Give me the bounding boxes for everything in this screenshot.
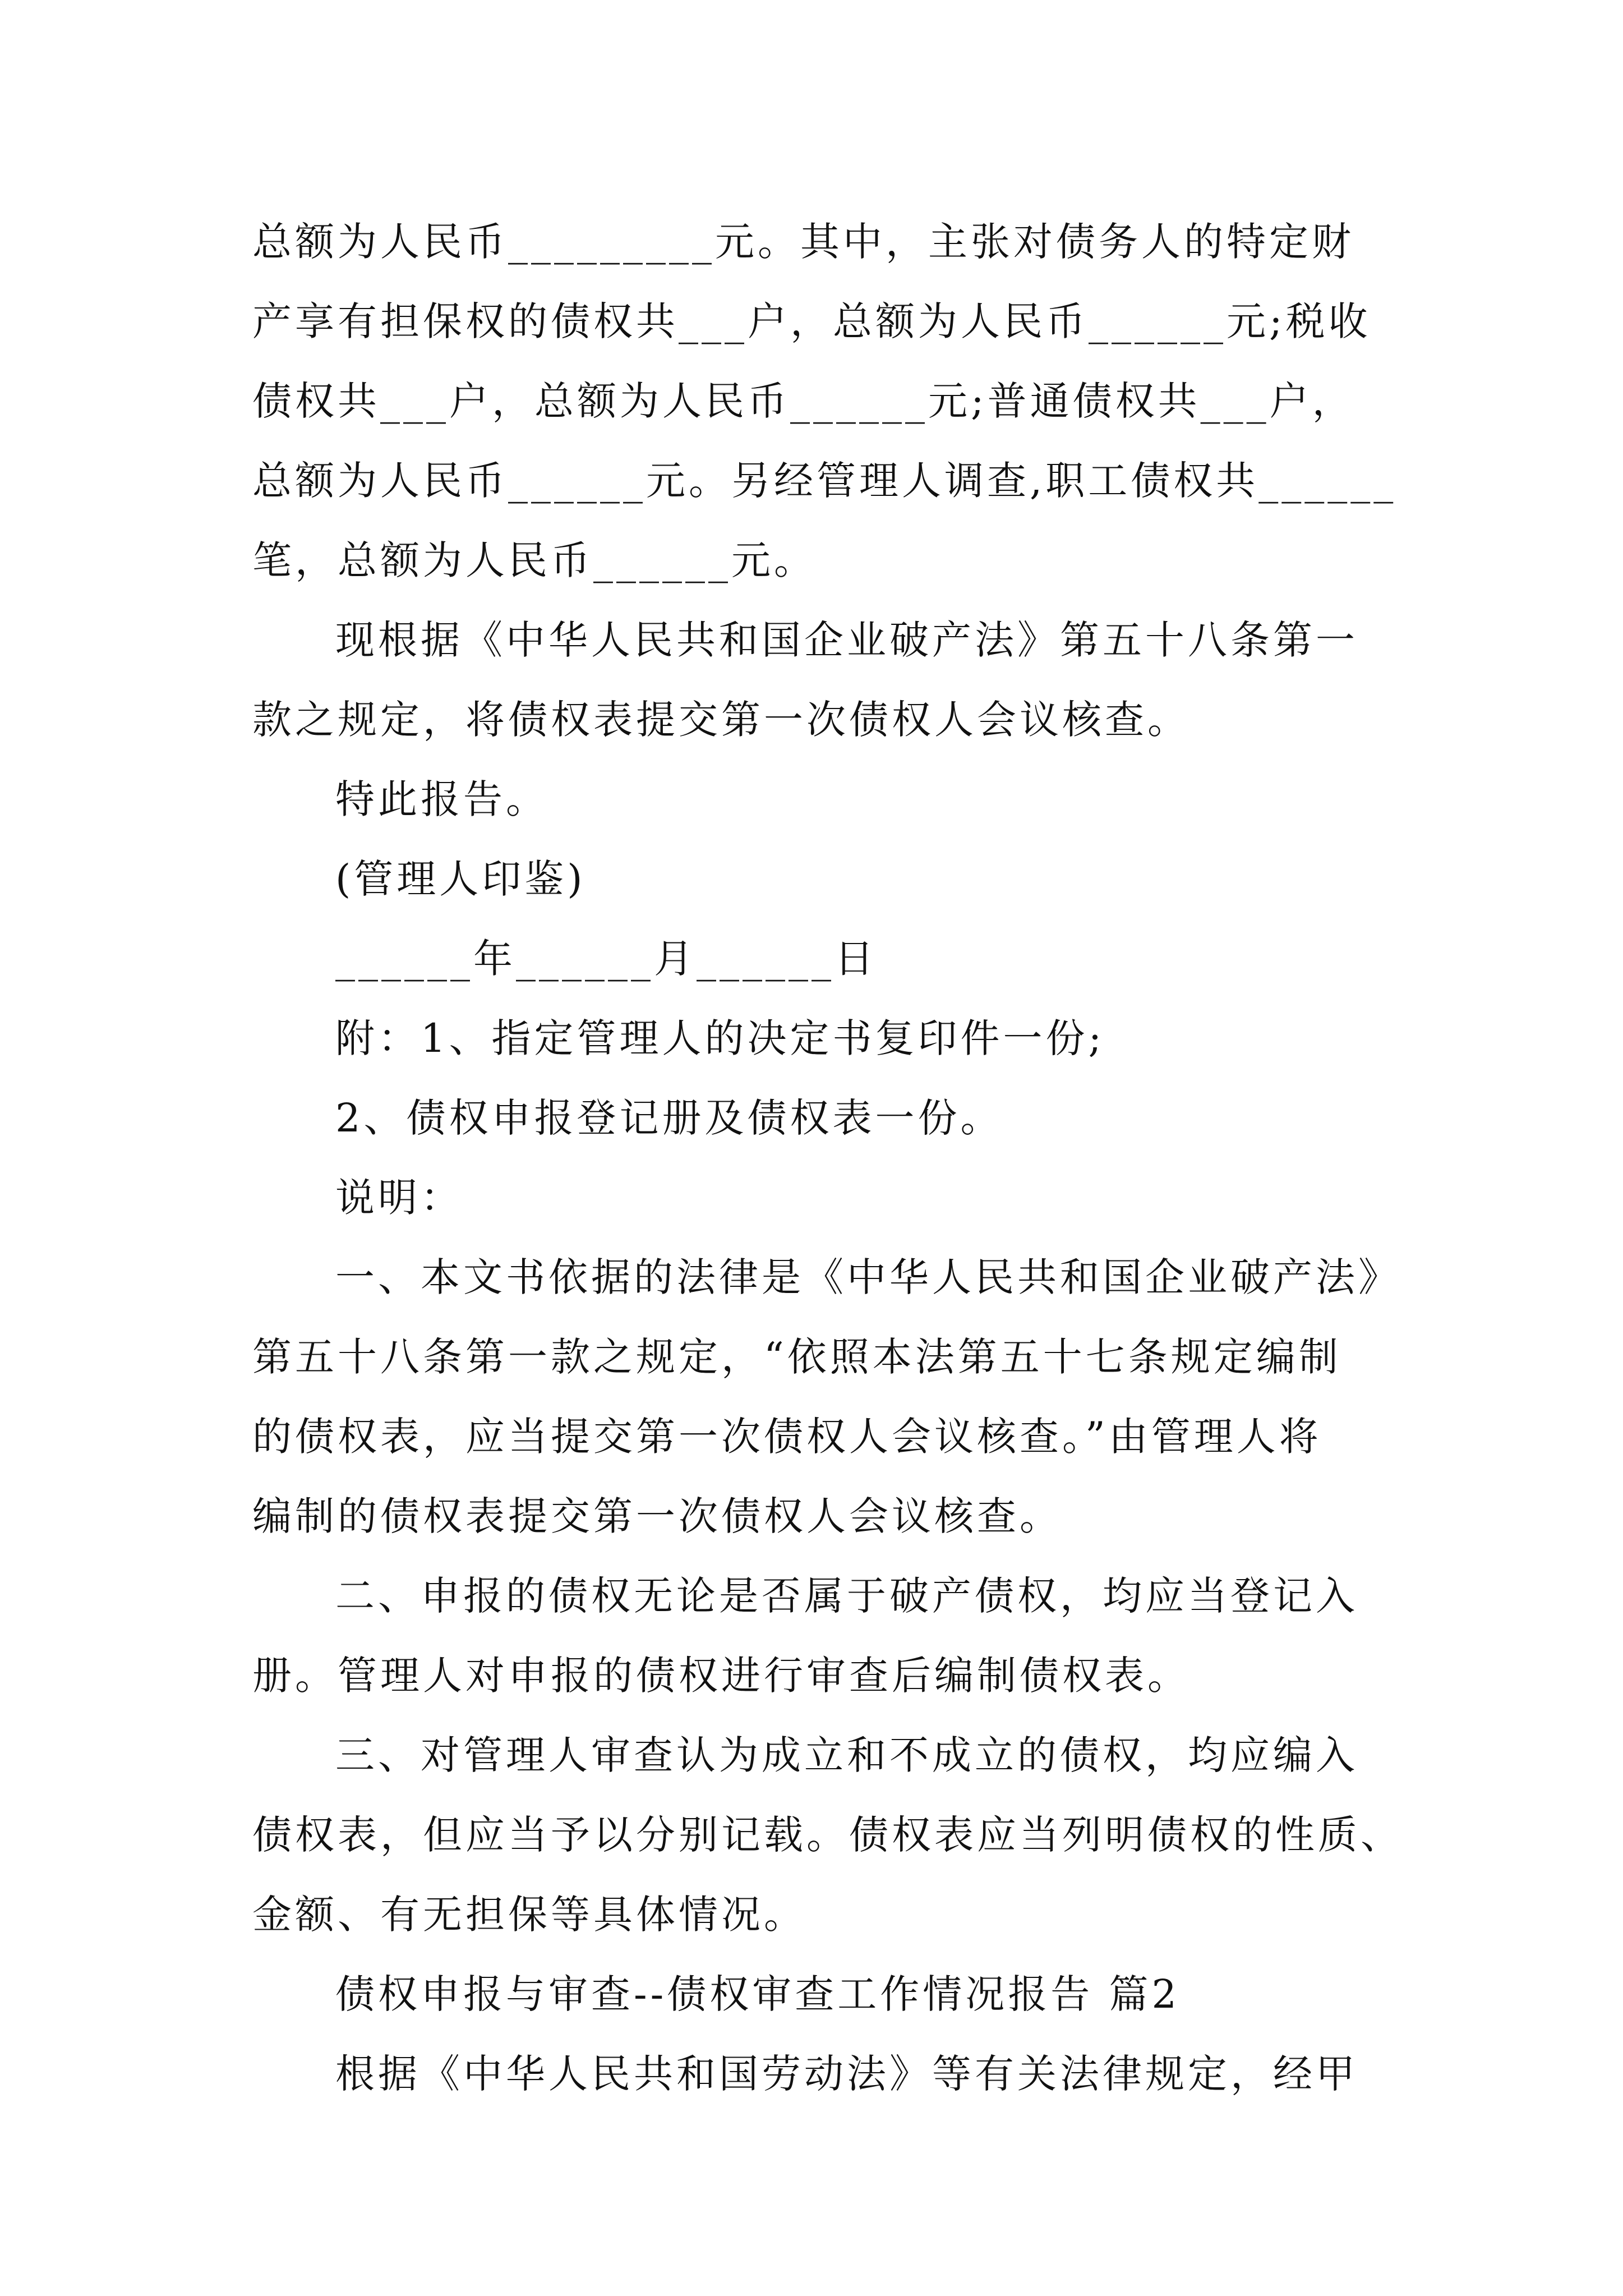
text-line: 附：1、指定管理人的决定书复印件一份;: [335, 1015, 1105, 1061]
text-line: 债权共___户，总额为人民币______元;普通债权共___户，: [252, 378, 1355, 424]
text-line: (管理人印鉴): [335, 856, 586, 902]
text-line: 产享有担保权的债权共___户，总额为人民币______元;税收: [252, 298, 1371, 344]
document-body: [252, 202, 1403, 2114]
text-line: 笔，总额为人民币______元。: [252, 537, 817, 583]
text-line: 二、申报的债权无论是否属于破产债权，均应当登记入: [335, 1573, 1358, 1619]
section-heading: 债权申报与审查--债权审查工作情况报告 篇2: [335, 1971, 1181, 2017]
text-line: 的债权表，应当提交第一次债权人会议核查。”由管理人将: [252, 1414, 1322, 1460]
text-line: 三、对管理人审查认为成立和不成立的债权，均应编入: [335, 1732, 1358, 1778]
text-line: 说明：: [335, 1175, 463, 1221]
text-line: 2、债权申报登记册及债权表一份。: [335, 1095, 1003, 1141]
text-line: 册。管理人对申报的债权进行审查后编制债权表。: [252, 1653, 1190, 1699]
text-line: 特此报告。: [335, 776, 548, 822]
text-line: 总额为人民币______元。另经管理人调查,职工债权共______: [252, 458, 1397, 504]
text-line: 编制的债权表提交第一次债权人会议核查。: [252, 1493, 1062, 1539]
text-line: 根据《中华人民共和国劳动法》等有关法律规定，经甲: [335, 2051, 1358, 2097]
text-line: 债权表，但应当予以分别记载。债权表应当列明债权的性质、: [252, 1812, 1403, 1858]
text-line: 第五十八条第一款之规定，“依照本法第五十七条规定编制: [252, 1334, 1341, 1380]
text-line: 款之规定，将债权表提交第一次债权人会议核查。: [252, 697, 1190, 743]
text-line: 现根据《中华人民共和国企业破产法》第五十八条第一: [335, 617, 1358, 663]
text-line: 一、本文书依据的法律是《中华人民共和国企业破产法》: [335, 1254, 1401, 1300]
text-line: ______年______月______日: [335, 936, 877, 982]
text-line: 金额、有无担保等具体情况。: [252, 1892, 806, 1938]
text-line: 总额为人民币_________元。其中，主张对债务人的特定财: [252, 219, 1354, 265]
